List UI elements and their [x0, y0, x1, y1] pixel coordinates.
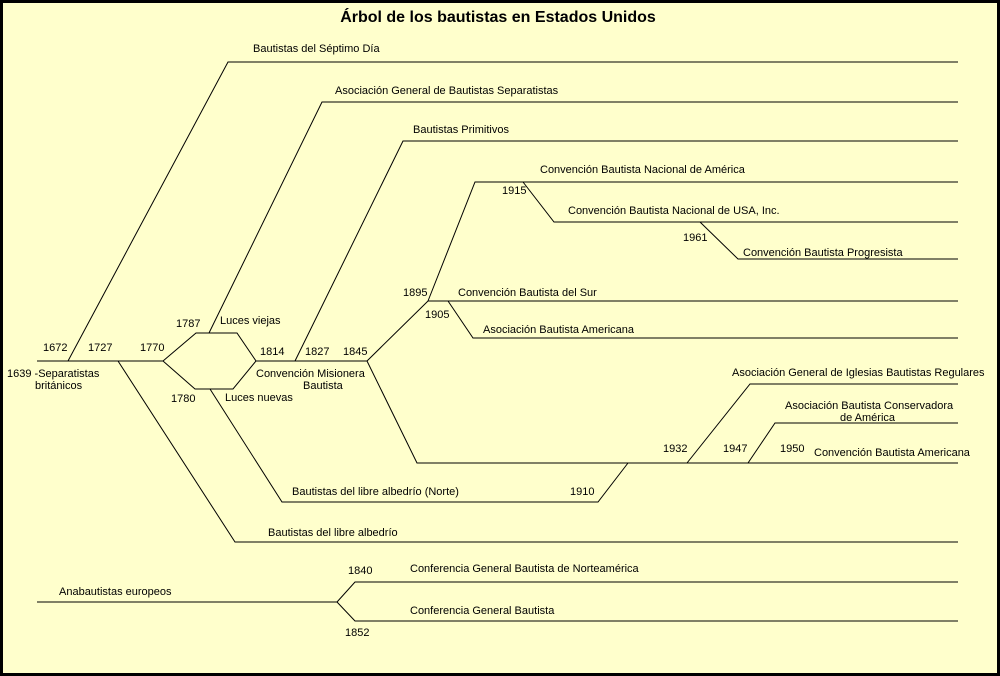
label-year-1947: 1947	[723, 443, 748, 455]
label-convencion-nacional-america: Convención Bautista Nacional de América	[540, 164, 745, 176]
label-convencion-nacional-usa-inc: Convención Bautista Nacional de USA, Inc.	[568, 205, 780, 217]
label-year-1852: 1852	[345, 627, 370, 639]
label-year-1727: 1727	[88, 342, 113, 354]
label-bautistas-septimo-dia: Bautistas del Séptimo Día	[253, 43, 380, 55]
label-year-1961: 1961	[683, 232, 708, 244]
label-asociacion-bautista-americana: Asociación Bautista Americana	[483, 324, 635, 336]
label-year-1905: 1905	[425, 309, 450, 321]
label-libre-albedrio-norte: Bautistas del libre albedrío (Norte)	[292, 486, 459, 498]
label-asociacion-general-separatistas: Asociación General de Bautistas Separatistas	[335, 85, 559, 97]
label-convencion-del-sur: Convención Bautista del Sur	[458, 287, 597, 299]
label-anabautistas-europeos: Anabautistas europeos	[59, 586, 172, 598]
label-year-1770: 1770	[140, 342, 165, 354]
label-year-1840: 1840	[348, 565, 373, 577]
label-asociacion-conservadora-line1: Asociación Bautista Conservadora	[785, 400, 954, 412]
label-luces-nuevas: Luces nuevas	[225, 392, 293, 404]
label-asociacion-conservadora-line2: de América	[840, 412, 896, 424]
label-year-1845: 1845	[343, 346, 368, 358]
label-convencion-bautista-americana: Convención Bautista Americana	[814, 447, 970, 459]
label-convencion-misionera-line2: Bautista	[303, 380, 343, 392]
label-conferencia-general: Conferencia General Bautista	[410, 605, 555, 617]
label-year-1780: 1780	[171, 393, 196, 405]
label-year-1950: 1950	[780, 443, 805, 455]
label-convencion-progresista: Convención Bautista Progresista	[743, 247, 903, 259]
label-title: Árbol de los bautistas en Estados Unidos	[340, 9, 656, 26]
label-asociacion-iglesias-regulares: Asociación General de Iglesias Bautistas Regulares	[732, 367, 985, 379]
label-libre-albedrio: Bautistas del libre albedrío	[268, 527, 398, 539]
label-year-1915: 1915	[502, 185, 527, 197]
label-bautistas-primitivos: Bautistas Primitivos	[413, 124, 509, 136]
label-year-1814: 1814	[260, 346, 285, 358]
label-year-1672: 1672	[43, 342, 68, 354]
label-separatistas-britanicos-line1: 1639 -Separatistas	[7, 368, 100, 380]
label-year-1827: 1827	[305, 346, 330, 358]
label-convencion-misionera-line1: Convención Misionera	[256, 368, 365, 380]
label-year-1932: 1932	[663, 443, 688, 455]
label-separatistas-britanicos-line2: británicos	[35, 380, 83, 392]
label-year-1787: 1787	[176, 318, 201, 330]
label-year-1910: 1910	[570, 486, 595, 498]
label-luces-viejas: Luces viejas	[220, 315, 281, 327]
label-conferencia-norteamerica: Conferencia General Bautista de Norteamérica	[410, 563, 639, 575]
label-year-1895: 1895	[403, 287, 428, 299]
